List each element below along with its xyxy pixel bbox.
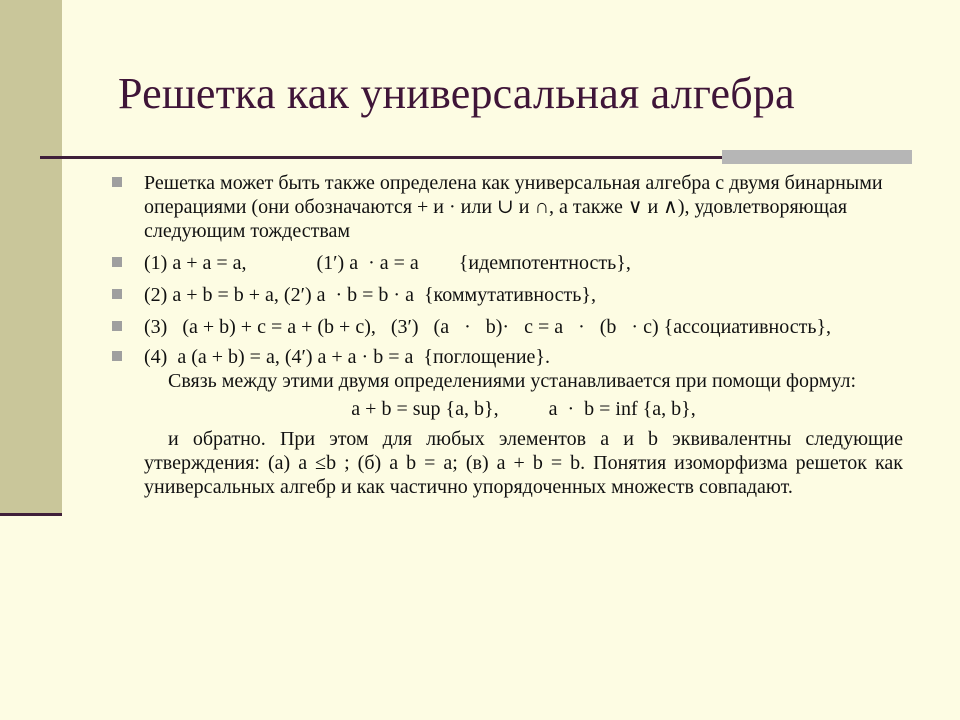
bullet-square-icon <box>112 321 122 331</box>
slide-title: Решетка как универсальная алгебра <box>118 69 795 118</box>
bullet-text: (4) a (a + b) = a, (4′) a + a · b = a {поглощение}. <box>144 346 551 368</box>
bullet-text: (3) (a + b) + c = a + (b + c), (3′) (a · b)· c = a · (b · c) {ассоциативность}, <box>144 316 832 338</box>
bullet-text: Решетка может быть также определена как универсальная алгебра с двумя бинарными операциями (они обозначаются + и · или ∪ и ∩, а также ∨ и ∧), удовлетворяющая следующим тождествам <box>144 172 883 242</box>
bullet-square-icon <box>112 351 122 361</box>
bullet-idempotence <box>108 251 903 275</box>
bullet-square-icon <box>112 289 122 299</box>
paragraph-equivalence <box>108 427 903 499</box>
title-divider-accent <box>722 150 912 164</box>
paragraph-text: и обратно. При этом для любых элементов a и b эквивалентны следующие утверждения: (а) a ≤b ; (б) a b = a; (в) a + b = b. Понятия изоморфизма решеток как универсальных алгебр и как частично упорядоченных множеств совпадают. <box>144 428 903 498</box>
bullet-square-icon <box>112 257 122 267</box>
formula-sup-inf: a + b = sup {a, b}, a · b = inf {a, b}, <box>351 398 696 420</box>
bullet-commutativity <box>108 283 903 307</box>
bullet-text: (1) a + a = a, (1′) a · a = a {идемпотентность}, <box>144 252 631 274</box>
left-accent-bar <box>0 0 62 513</box>
bullet-text: (2) a + b = b + a, (2′) a · b = b · a {коммутативность}, <box>144 284 596 306</box>
paragraph-text: Связь между этими двумя определениями устанавливается при помощи формул: <box>168 370 857 392</box>
paragraph-connection <box>108 369 903 393</box>
left-accent-underline <box>0 513 62 516</box>
bullet-square-icon <box>112 177 122 187</box>
bullet-absorption <box>108 345 903 369</box>
bullet-associativity <box>108 315 903 339</box>
bullet-definition <box>108 171 903 243</box>
slide-content <box>108 171 903 499</box>
